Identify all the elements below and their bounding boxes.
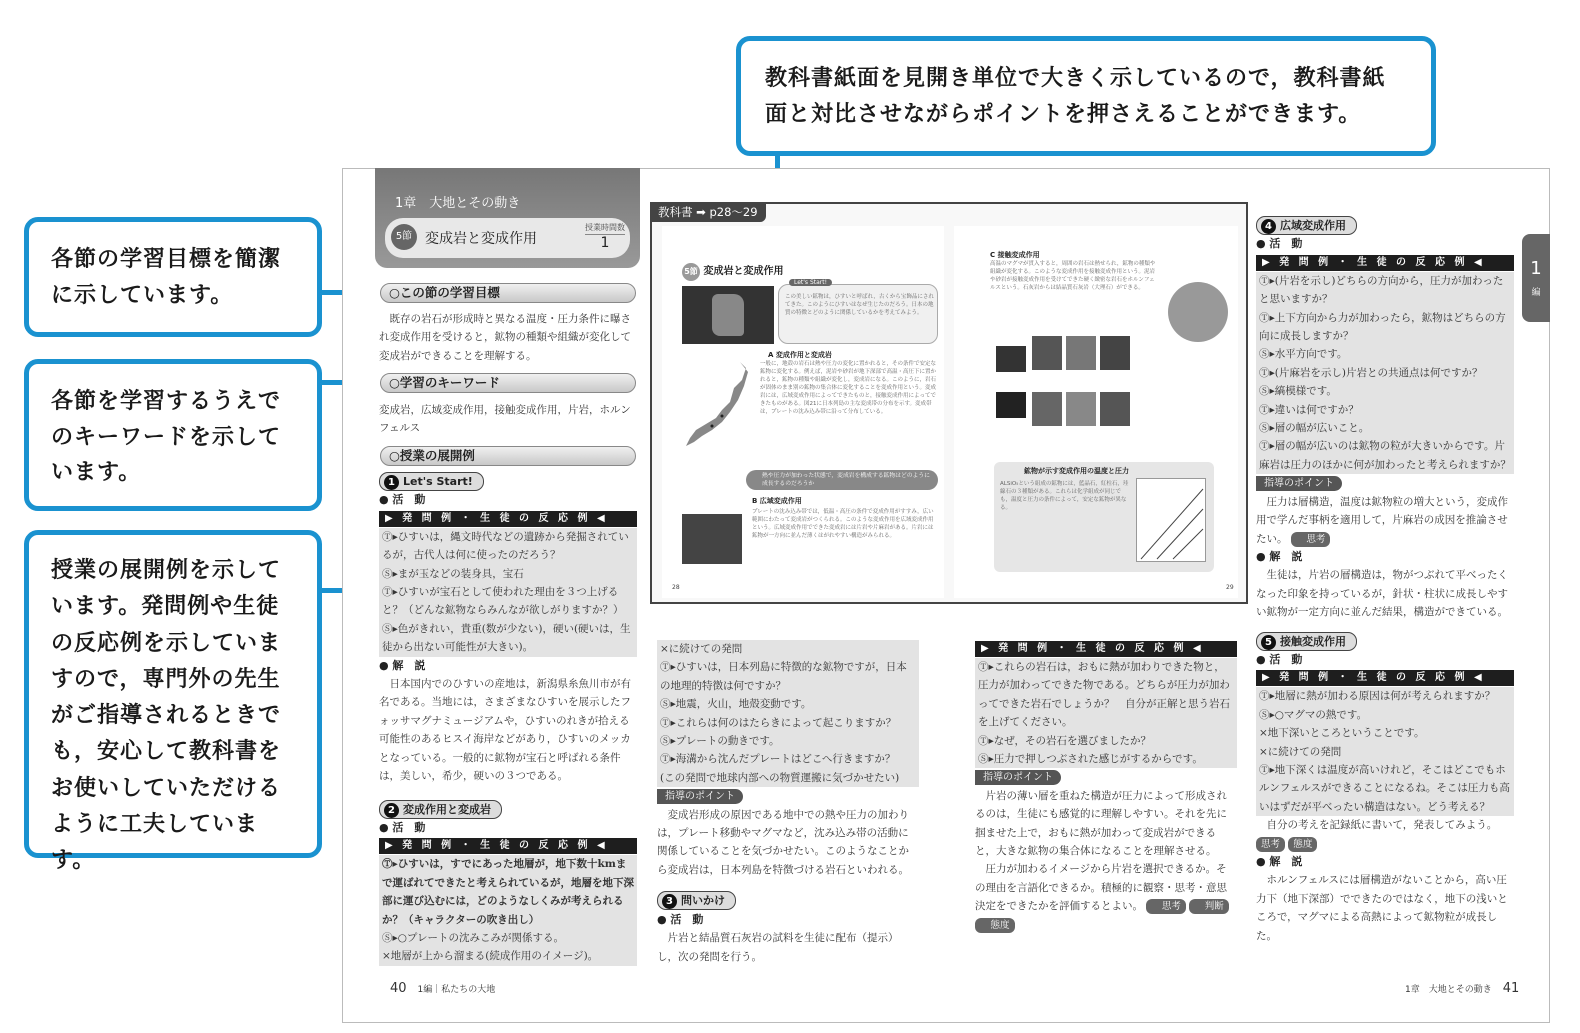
schist-photo <box>682 514 742 564</box>
qa-line: (この発問で地球内部への物質運搬に気づかせたい) <box>657 769 919 787</box>
point-label: 指導のポイント <box>657 789 743 804</box>
textbook-body-a: 一般に，地殻の岩石は熱や圧力の変化に置かれると，その条件で安定な鉱物に変化する。例えば，泥岩や砂岩が地下深部で高温・高圧下に置かれると，鉱物の種類や組織が変化し，変成岩になる。このように，岩石が固体のまま別の鉱物の集合体に変化することを変成作用という。変成岩には，広域変成作用によってできたものと，接触変成作用によってできたものがある。図21に日本列島の主な変成帯の分布を示す。変成帯は，プレートの沈み込み帯に沿って分布している。 <box>760 361 937 415</box>
textbook-title: 5節 変成岩と変成作用 <box>682 262 783 281</box>
qa-line: Ⓣ▸地層に熱が加わる原因は何が考えられますか？ <box>1256 687 1514 705</box>
keywords-text: 変成岩，広域変成作用，接触変成作用，片岩，ホルンフェルス <box>379 404 631 435</box>
qa-line: Ⓣ▸ひすいは，縄文時代などの遺跡から発掘されているが，古代人は何に使ったのだろう？ <box>379 528 637 565</box>
section-2-number: 2 <box>384 803 399 818</box>
rock-photo <box>1066 392 1096 426</box>
qa-line: Ⓢ▸プレートの動きです。 <box>657 732 919 750</box>
goal-text: 既存の岩石が形成時と異なる温度・圧力条件に曝され変成作用を受けると，鉱物の種類や組織が変化して変成岩ができることを理解する。 <box>379 313 631 362</box>
qa-line: Ⓢ▸圧力で押しつぶされた感じがするからです。 <box>975 750 1237 768</box>
right-column <box>1256 216 1514 945</box>
activity-label: ● 活 動 <box>1256 237 1303 251</box>
section-1-title: Let's Start! <box>403 475 473 488</box>
tag: 思考 <box>1256 837 1285 852</box>
qa-line: Ⓣ▸ひすいは，日本列島に特徴的な鉱物ですが，日本の地理的特徴は何ですか？ <box>657 658 919 695</box>
point-text: 変成岩形成の原因である地中での熱や圧力の加わりは，プレート移動やマグマなど，沈み込み帯の活動に関係していることを気づかせたい。このようなことから変成岩は，日本列島を特徴づける岩石といわれる。 <box>657 808 909 876</box>
tag: 態度 <box>975 918 1015 933</box>
tag: 判断 <box>1189 899 1229 914</box>
section-5-title: 接触変成作用 <box>1280 634 1346 648</box>
point-label: 指導のポイント <box>1256 476 1342 491</box>
activity-label: ● 活 動 <box>1256 652 1303 666</box>
side-tab-label: 編 <box>1531 288 1541 298</box>
callout-develop-text: 授業の展開例を示しています。発問例や生徒の反応例を示していますので，専門外の先生がご指導されるときでも，安心して教科書をお使いしていただけるように工夫しています。 <box>51 558 282 874</box>
reaction-bar: ▶ 発 問 例 ・ 生 徒 の 反 応 例 ◀ <box>1256 670 1514 686</box>
qa-line: Ⓢ▸水平方向です。 <box>1256 345 1514 363</box>
section-3-number: 3 <box>662 894 677 909</box>
qa-line: Ⓣ▸なぜ，その岩石を選びましたか？ <box>975 732 1237 750</box>
left-column <box>379 472 637 966</box>
hours-value: 1 <box>585 234 625 251</box>
callout-develop <box>24 530 322 874</box>
point-text: 片岩の薄い層を重ねた構造が圧力によって形成されるのは，生徒にも感覚的に理解しやすい。それを先に掴ませた上で，おもに熱が加わって変成岩ができると，大きな鉱物の集合体になることを理解させる。 <box>975 789 1227 858</box>
right-middle-column <box>975 640 1237 934</box>
commentary-text: 日本国内でのひすいの産地は，新潟県糸魚川市が有名である。当地には，さまざまなひすいを展示したフォッサマグナミュージアムや，ひすいのれきが拾える可能性のあるヒスイ海岸などがあり，ひすいのメッカとなっている。一般的に鉱物が宝石と呼ばれる条件は，美しい，希少，硬いの３つである。 <box>379 678 631 783</box>
section-5-after: 自分の考えを記録紙に書いて，発表してみよう。 <box>1266 819 1498 832</box>
graph-box: 鉱物が示す変成作用の温度と圧力 ALSiO₅という組成の鉱物には，藍晶石，紅柱石，珪線石の３種類がある。これらは化学組成が同じでも，温度と圧力の条件によって，安定な鉱物が異なる。 <box>994 462 1214 572</box>
rock-photo <box>1100 392 1130 426</box>
commentary-label: ● 解 説 <box>1256 855 1303 868</box>
textbook-body-b: プレートの沈み込み帯では，低温・高圧の条件で変成作用がすすみ，広い範囲にわたって変成岩がつくられる。このような変成作用を広域変成作用という。広域変成作用でできた変成岩には片岩や片麻岩がある。片岩には鉱物が一方向に並んだ薄くはがれやすい構造がみられる。 <box>752 509 934 539</box>
section-3-text: 片岩と結晶質石灰岩の試料を生徒に配布（提示）し，次の発問を行う。 <box>657 932 899 963</box>
section-4-title: 広域変成作用 <box>1280 219 1346 232</box>
section-5-number: 5 <box>1261 635 1276 650</box>
commentary-text: ホルンフェルスには層構造がないことから，高い圧力下（地下深部）でできたのではなく，地下の浅いところで，マグマによる高熱によって鉱物粒が成長した。 <box>1256 874 1508 942</box>
middle-column <box>657 640 919 966</box>
callout-top <box>736 36 1436 156</box>
qa-line: Ⓢ▸色がきれい，貴重(数が少ない)，硬い(硬いは，生徒から出ない可能性が大きい)。 <box>379 620 637 657</box>
commentary-label: ● 解 説 <box>379 658 426 672</box>
reaction-bar: ▶ 発 問 例 ・ 生 徒 の 反 応 例 ◀ <box>379 511 637 527</box>
chapter-side-tab <box>1522 234 1550 322</box>
tag: 思考 <box>1146 899 1186 914</box>
qa-line: ×に続けての発問 <box>1256 743 1514 761</box>
textbook-spread-image <box>650 202 1248 604</box>
qa-line: Ⓢ▸まが玉などの装身具，宝石 <box>379 565 637 583</box>
reaction-bar: ▶ 発 問 例 ・ 生 徒 の 反 応 例 ◀ <box>1256 255 1514 271</box>
commentary-text: 生徒は，片岩の層構造は，物がつぶれて平べったくなった印象を持っているが，針状・柱状に成長しやすい鉱物が一定方向に並んだ結果，構造ができている。 <box>1256 569 1508 619</box>
activity-label: ● 活 動 <box>657 912 704 926</box>
lets-start-label: Let's Start! <box>789 279 832 286</box>
rock-photo <box>1032 336 1062 370</box>
japan-map <box>682 358 754 458</box>
section-title: 変成岩と変成作用 <box>425 231 537 247</box>
qa-line: Ⓣ▸(片麻岩を示し)片岩との共通点は何ですか？ <box>1256 364 1514 382</box>
graph-title: 鉱物が示す変成作用の温度と圧力 <box>1024 467 1129 475</box>
point-text: 圧力は層構造，温度は鉱物粒の増大という，変成作用で学んだ事柄を適用して，片麻岩の成因を推論させたい。 思考 <box>1256 495 1508 545</box>
callout-goal <box>24 217 322 337</box>
rock-photo <box>996 346 1026 372</box>
textbook-left-page-number: 28 <box>672 584 680 591</box>
textbook-right-page-number: 29 <box>1226 584 1234 591</box>
right-page-footer <box>1405 980 1519 996</box>
jade-photo <box>682 286 774 344</box>
qa-line: Ⓣ▸(片岩を示し)どちらの方向から，圧力が加わったと思いますか？ <box>1256 272 1514 309</box>
callout-keyword <box>24 359 322 511</box>
textbook-right-page <box>954 226 1238 598</box>
qa-line: Ⓣ▸海溝から沈んだプレートはどこへ行きますか？ <box>657 750 919 768</box>
rock-photo <box>1032 392 1062 426</box>
goal-heading: ○この節の学習目標 <box>380 283 636 303</box>
textbook-body-c: 高温のマグマが貫入すると，周囲の岩石は熱せられ，鉱物の種類や組織が変化する。このような変成作用を接触変成作用という。泥岩や砂岩が接触変成作用を受けてできた硬く緻密な岩石をホルンフェルスという。石灰岩からは結晶質石灰岩（大理石）ができる。 <box>990 261 1156 291</box>
section-1-heading <box>379 472 484 491</box>
left-page-label: 1編｜私たちの大地 <box>417 985 496 995</box>
lets-start-box: Let's Start! この美しい鉱物は，ひすいと呼ばれ，古くから宝飾品にされてきた。このようにひすいはなぜ生じたのだろう。日本の地質の特徴とどのように関係しているかを考えてみよう。 <box>778 284 938 344</box>
textbook-sub-a: A 変成作用と変成岩 <box>768 351 832 359</box>
qa-line: Ⓣ▸ひすいが宝石として使われた理由を３つ上げると？（どんな鉱物ならみんなが欲しがりますか？） <box>379 583 637 620</box>
keyword-heading: ○学習のキーワード <box>380 373 636 393</box>
point-text: 圧力が加わるイメージから片岩を選択できるか。その理由を言語化できるか。積極的に観察・思考・意思決定をできたかを評価するとよい。 思考 判断 態度 <box>975 863 1227 931</box>
qa-line: ×に続けての発問 <box>657 640 919 658</box>
point-label: 指導のポイント <box>975 770 1061 785</box>
qa-line: Ⓣ▸違いは何ですか？ <box>1256 401 1514 419</box>
tag-row <box>1256 835 1514 853</box>
commentary-label: ● 解 説 <box>1256 549 1303 563</box>
rock-photo <box>996 392 1026 418</box>
activity-label: ● 活 動 <box>379 820 426 834</box>
qa-line: Ⓣ▸これらの岩石は，おもに熱が加わりできた物と，圧力が加わってできた物である。どちらが圧力が加わってできた岩石でしょうか？ 自分が正解と思う岩石を上げてください。 <box>975 658 1237 732</box>
section-3-title: 問いかけ <box>681 894 725 908</box>
qa-line: Ⓣ▸層の幅が広いのは鉱物の粒が大きいからです。片麻岩は圧力のほかに何が加わったと考えられますか？ <box>1256 437 1514 474</box>
left-page-footer <box>390 980 495 996</box>
tag: 思考 <box>1291 532 1331 547</box>
qa-line: Ⓢ▸○プレートの沈みこみが関係する。 <box>379 929 637 947</box>
qa-line: Ⓢ▸○マグマの熱です。 <box>1256 706 1514 724</box>
right-page-number: 41 <box>1502 981 1520 996</box>
side-tab-number: 1 <box>1530 258 1542 279</box>
section-1-number: 1 <box>384 475 399 490</box>
qa-line: Ⓣ▸地下深くは温度が高いけれど，そこはどこでもホルンフェルスができることになるね。そこは圧力も高いはずだが平べったい構造はない。どう考える？ <box>1256 761 1514 816</box>
graph-plot <box>1136 478 1206 562</box>
reaction-bar: ▶ 発 問 例 ・ 生 徒 の 反 応 例 ◀ <box>975 641 1237 657</box>
callout-top-text: 教科書紙面を見開き単位で大きく示しているので，教科書紙面と対比させながらポイントを押さえることができます。 <box>765 66 1386 127</box>
section-4-number: 4 <box>1261 219 1276 234</box>
qa-line: Ⓢ▸層の幅が広いこと。 <box>1256 419 1514 437</box>
qa-line: ×地下深いところということです。 <box>1256 724 1514 742</box>
develop-heading: ○授業の展開例 <box>380 446 636 466</box>
section-number: 5節 <box>391 224 417 250</box>
left-page-number: 40 <box>390 981 407 996</box>
qa-line: Ⓢ▸地震，火山，地殻変動です。 <box>657 695 919 713</box>
section-3-heading <box>657 891 736 910</box>
section-4-heading <box>1256 216 1357 235</box>
rock-photo <box>1066 336 1096 370</box>
reaction-bar: ▶ 発 問 例 ・ 生 徒 の 反 応 例 ◀ <box>379 838 637 854</box>
right-page-label: 1章 大地とその動き <box>1405 985 1492 995</box>
section-2-heading <box>379 800 502 819</box>
textbook-question-3: 熱や圧力が加わった状態で，変成岩を構成する鉱物はどのように成長するのだろうか <box>746 470 938 490</box>
qa-line: Ⓢ▸縞模様です。 <box>1256 382 1514 400</box>
rock-photo <box>1100 336 1130 370</box>
chapter-header <box>375 168 640 268</box>
callout-keyword-text: 各節を学習するうえでのキーワードを示しています。 <box>51 389 282 486</box>
callout-goal-text: 各節の学習目標を簡潔に示しています。 <box>51 247 282 308</box>
section-2-title: 変成作用と変成岩 <box>403 802 491 816</box>
tag: 態度 <box>1288 837 1317 852</box>
section-5-heading <box>1256 632 1357 651</box>
qa-line: Ⓣ▸これらは何のはたらきによって起こりますか？ <box>657 714 919 732</box>
qa-line: Ⓣ▸上下方向から力が加わったら，鉱物はどちらの方向に成長しますか？ <box>1256 309 1514 346</box>
activity-label: ● 活 動 <box>379 493 426 507</box>
contact-diagram <box>1168 282 1228 342</box>
textbook-sub-b: B 広域変成作用 <box>752 497 802 505</box>
qa-line: Ⓣ▸ひすいは，すでにあった地層が，地下数十kmまで運ばれてできたと考えられているが，地層を地下深部に運び込むには，どのようなしくみが考えられるか？（キャラクターの吹き出し） <box>379 855 637 929</box>
textbook-sub-c: C 接触変成作用 <box>990 251 1040 259</box>
chapter-title: 1章 大地とその動き <box>395 196 521 211</box>
textbook-left-page <box>662 226 944 598</box>
qa-line: ×地層が上から溜まる(続成作用のイメージ)。 <box>379 947 637 965</box>
hours-label: 授業時間数 <box>585 223 625 232</box>
textbook-page-label: 教科書 ➡ p28～29 <box>650 202 766 222</box>
